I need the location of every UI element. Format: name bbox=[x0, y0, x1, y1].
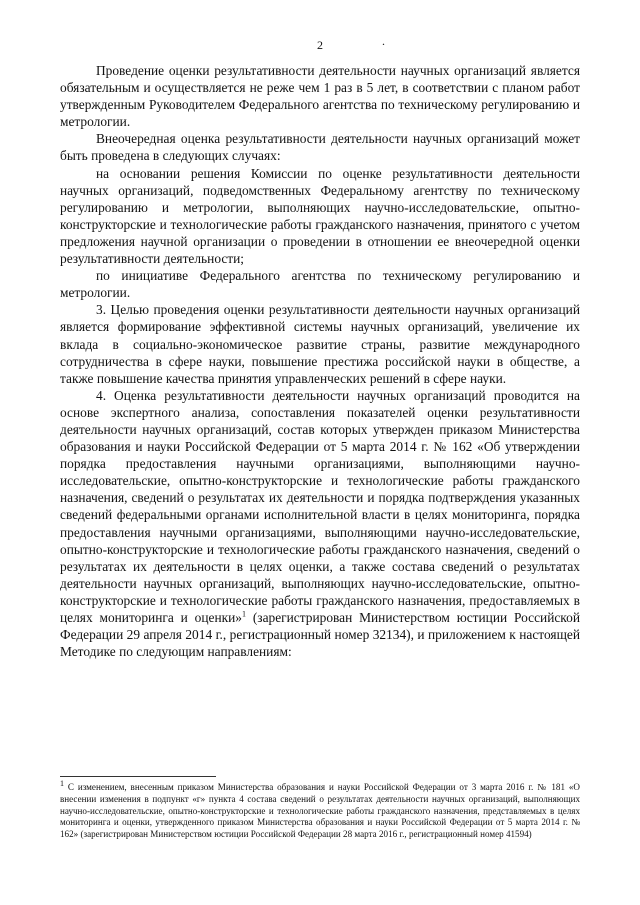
footnote bbox=[60, 778, 580, 841]
paragraph-extraordinary-assessment: Внеочередная оценка результативности деятельности научных организаций может быть проведена в следующих случаях: bbox=[60, 131, 580, 164]
document-body bbox=[60, 62, 580, 660]
scan-dot-mark: . bbox=[382, 34, 385, 48]
footnote-separator bbox=[60, 776, 216, 777]
footnote-text: С изменением, внесенным приказом Министерства образования и науки Российской Федерации от 3 марта 2016 г. № 181 «О внесении изменения в подпункт «г» пункта 4 состава сведений о результатах деятельности научных организаций, выполняющих научно-исследовательские, опытно-конструкторские и технологические работы гражданского назначения, представляемых в целях мониторинга и оценки, утвержденного приказом Министерства образования и науки Российской Федерации от 5 марта 2014 г. № 162» (зарегистрирован Министерством юстиции Российской Федерации 28 марта 2016 г., регистрационный номер 41594) bbox=[60, 782, 580, 840]
page-number: 2 bbox=[317, 38, 323, 52]
footnote-marker: 1 bbox=[60, 778, 64, 788]
paragraph-item-4-basis bbox=[60, 387, 580, 661]
footnote-reference[interactable]: 1 bbox=[241, 609, 246, 619]
paragraph-commission-decision: на основании решения Комиссии по оценке результативности деятельности научных организаций, подведомственных Федеральному агентству по техническому регулированию и метрологии, выполняющих научно-исследовательские, опытно-конструкторские и технологические работы гражданского назначения, принятого с учетом предложения научной организации о проведении в отношении ее внеочередной оценки результативности деятельности; bbox=[60, 165, 580, 267]
paragraph-item-3-purpose: 3. Целью проведения оценки результативности деятельности научных организаций является формирование эффективной системы научных организаций, увеличение их вклада в социально-экономическое развитие страны, развитие международного сотрудничества в сфере науки, повышение престижа российской науки в обществе, а также повышение качества принятия управленческих решений в сфере науки. bbox=[60, 302, 580, 386]
paragraph-item-4-continuation: (зарегистрирован Министерством юстиции Российской Федерации 29 апреля 2014 г., регистрационный номер 32134), и приложением к настоящей Методике по следующим направлениям: bbox=[60, 610, 580, 660]
paragraph-item-4-text: 4. Оценка результативности деятельности научных организаций проводится на основе экспертного анализа, сопоставления показателей оценки результативности деятельности научных организаций, состав которых утвержден приказом Министерства образования и науки Российской Федерации от 5 марта 2014 г. № 162 «Об утверждении порядка предоставления научными организациями, выполняющими научно-исследовательские, опытно-конструкторские и технологические работы гражданского назначения, сведений о результатах их деятельности и порядка подтверждения указанных сведений федеральными органами исполнительной власти в целях мониторинга, порядка предоставления научными организациями, выполняющими научно-исследовательские, опытно-конструкторские и технологические работы гражданского назначения, сведений о результатах их деятельности в целях оценки, а также состава сведений о результатах деятельности научных организаций, выполняющих научно-исследовательские, опытно-конструкторские и технологические работы гражданского назначения, предоставляемых в целях мониторинга и оценки» bbox=[60, 387, 580, 625]
paragraph-agency-initiative: по инициативе Федерального агентства по техническому регулированию и метрологии. bbox=[60, 268, 580, 301]
paragraph-assessment-frequency: Проведение оценки результативности деятельности научных организаций является обязательным и осуществляется не реже чем 1 раз в 5 лет, в соответствии с планом работ утвержденным Руководителем Федерального агентства по техническому регулированию и метрологии. bbox=[60, 63, 580, 130]
